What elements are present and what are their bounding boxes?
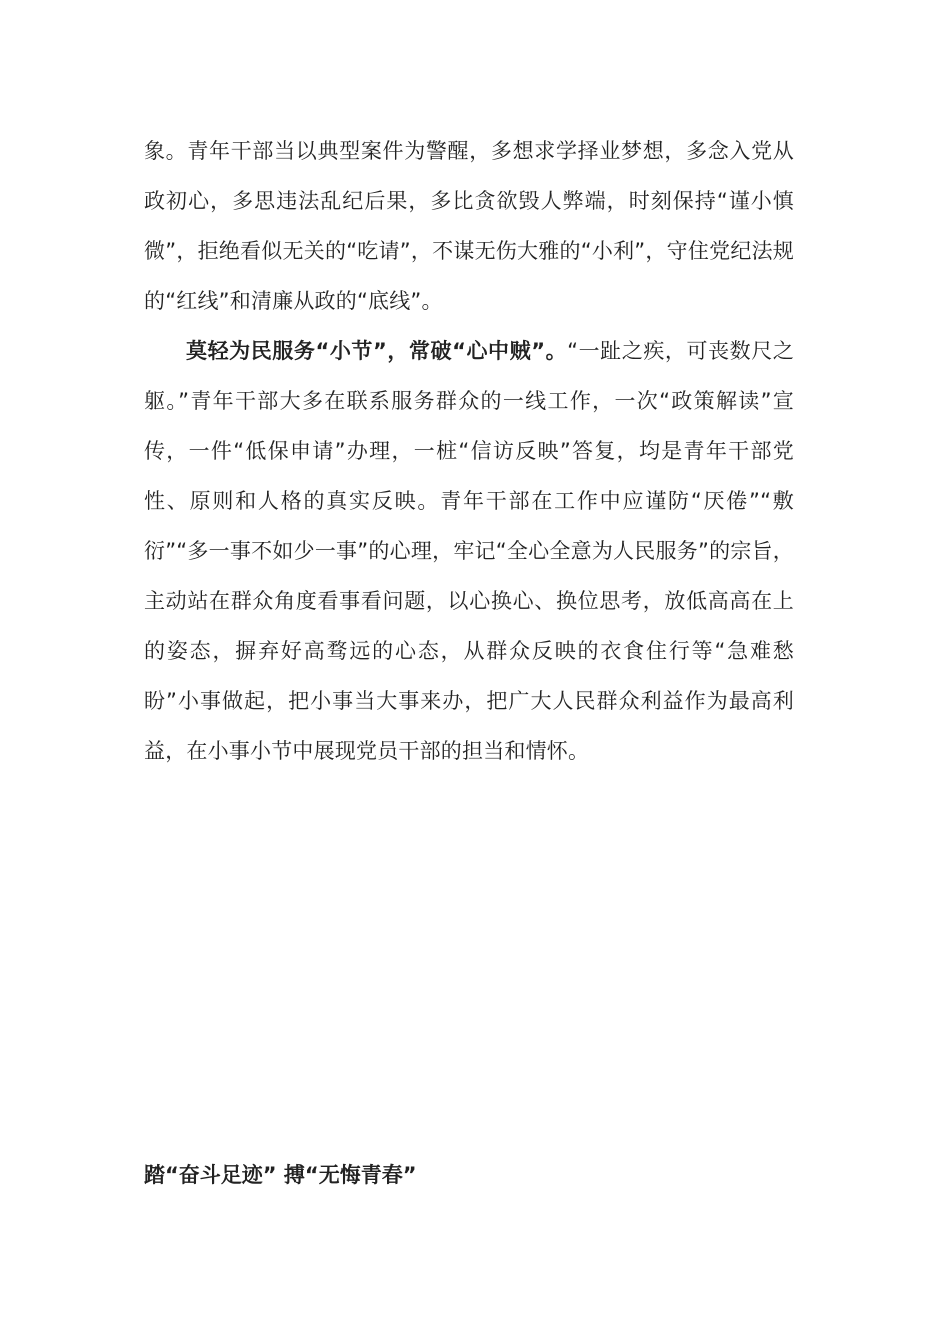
section-heading: 踏“奋斗足迹” 搏“无悔青春” (144, 1163, 417, 1187)
paragraph-2-body: “一趾之疾，可丧数尺之躯。”青年干部大多在联系服务群众的一线工作，一次“政策解读”宣传，一件“低保申请”办理，一桩“信访反映”答复，均是青年干部党性、原则和人格的真实反映。青年干部在工作中应谨防“厌倦”“敷衍”“多一事不如少一事”的心理，牢记“全心全意为人民服务”的宗旨，主动站在群众角度看事看问题，以心换心、换位思考，放低高高在上的姿态，摒弃好高骛远的心态，从群众反映的衣食住行等“急难愁盼”小事做起，把小事当大事来办，把广大人民群众利益作为最高利益，在小事小节中展现党员干部的担当和情怀。 (144, 339, 794, 763)
document-body (144, 126, 794, 776)
paragraph-2 (144, 326, 794, 776)
paragraph-2-lead: 莫轻为民服务“小节”，常破“心中贼”。 (186, 339, 568, 363)
paragraph-1: 象。青年干部当以典型案件为警醒，多想求学择业梦想，多念入党从政初心，多思违法乱纪后果，多比贪欲毁人弊端，时刻保持“谨小慎微”，拒绝看似无关的“吃请”，不谋无伤大雅的“小利”，守住党纪法规的“红线”和清廉从政的“底线”。 (144, 139, 794, 313)
